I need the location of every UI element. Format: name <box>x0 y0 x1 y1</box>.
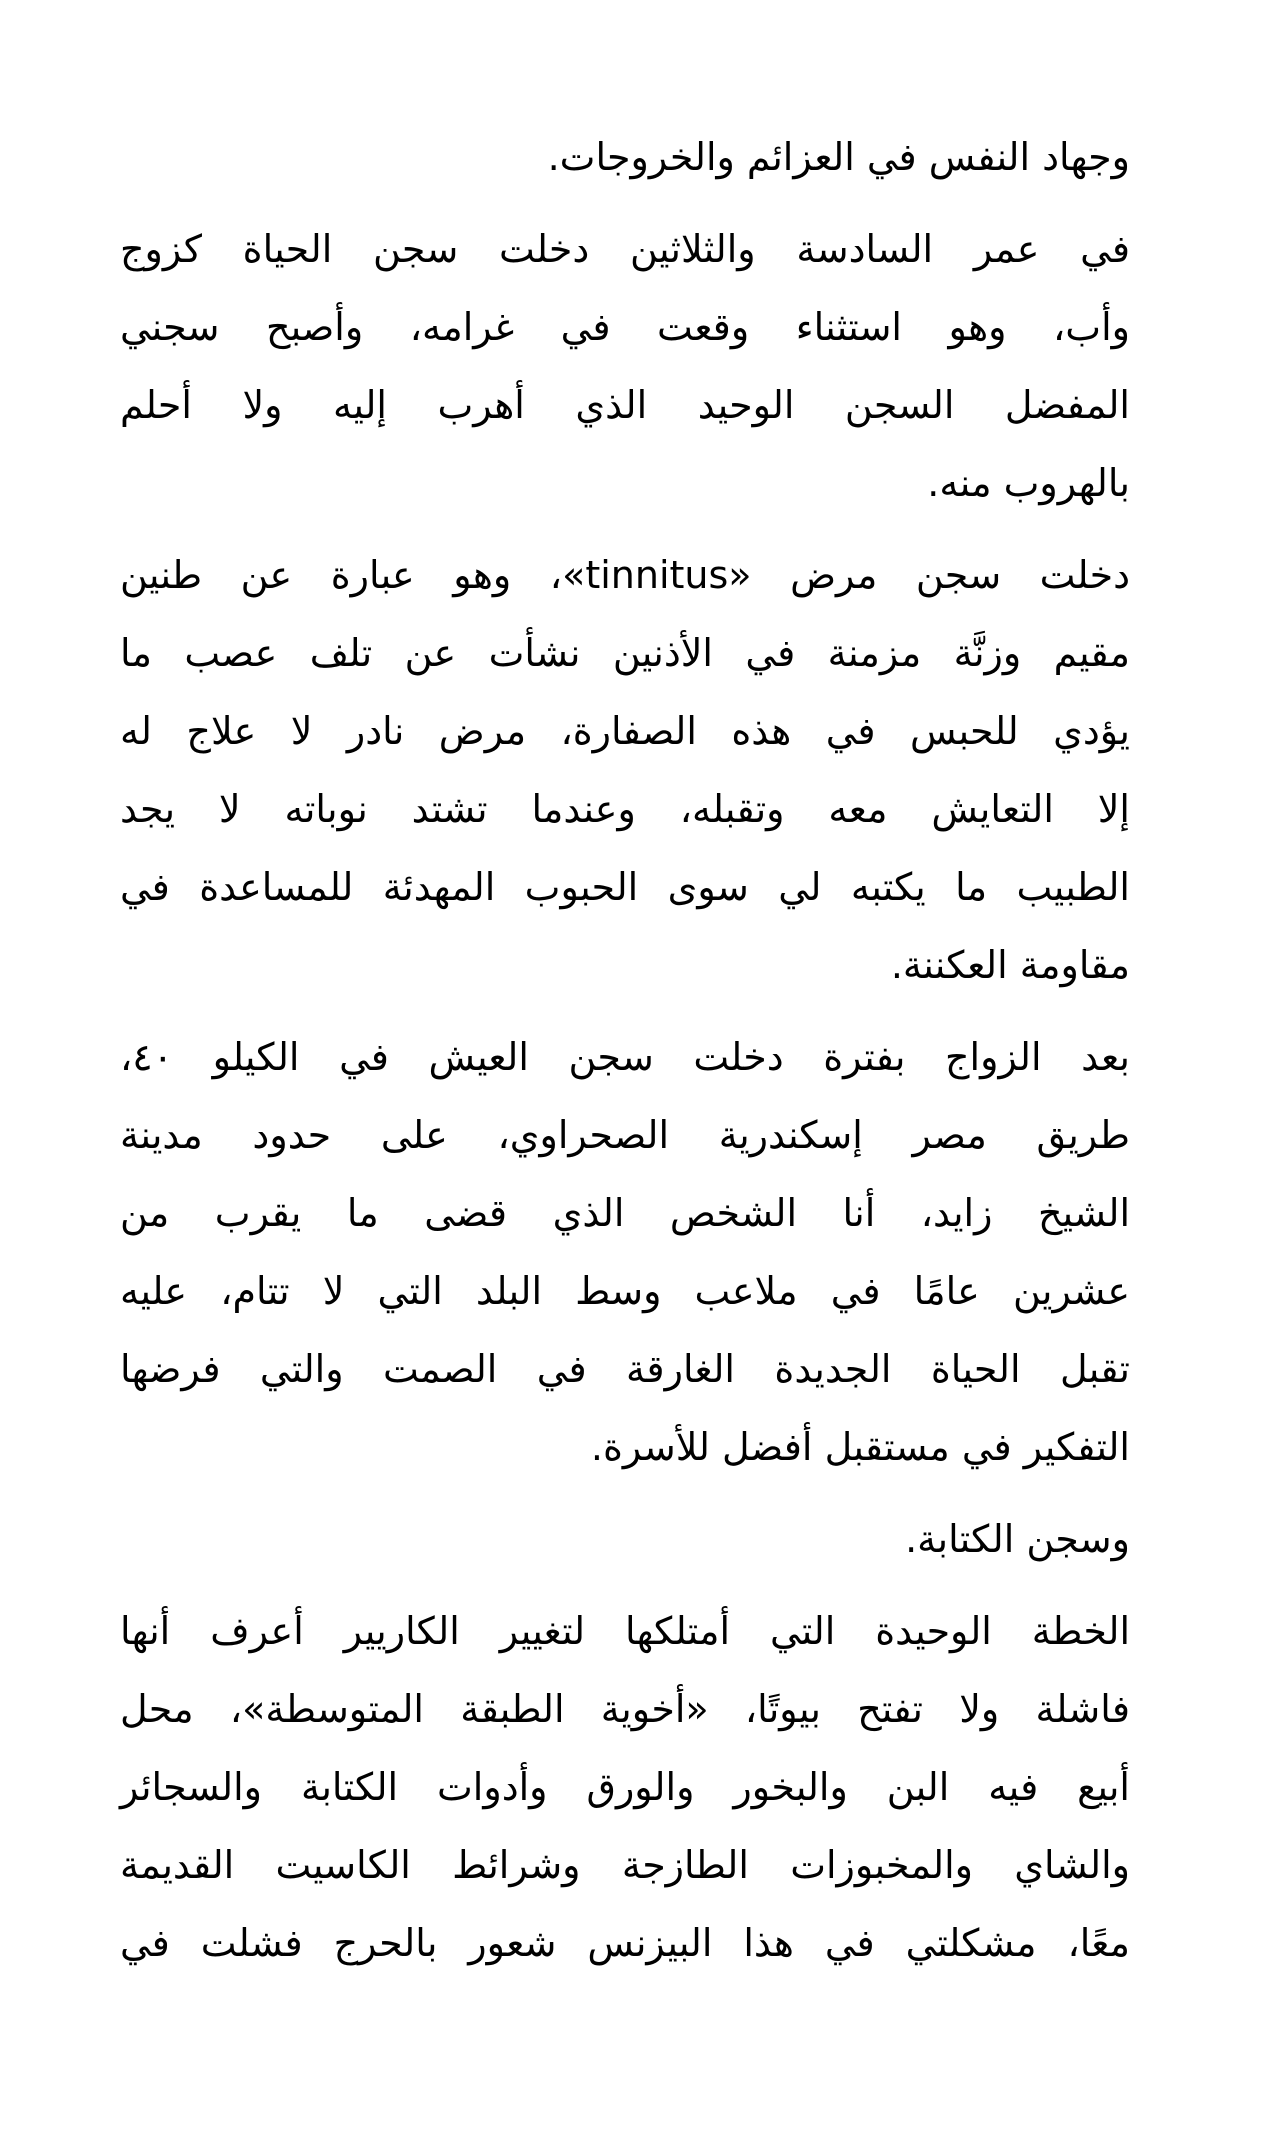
text-line: المفضل السجن الوحيد الذي أهرب إليه ولا أحلم <box>120 383 1130 427</box>
text-line: دخلت سجن مرض «tinnitus»، وهو عبارة عن طنين <box>120 553 1130 597</box>
text-body <box>120 118 1130 1982</box>
text-line: مقيم وزنَّة مزمنة في الأذنين نشأت عن تلف عصب ما <box>120 631 1130 675</box>
text-line: في عمر السادسة والثلاثين دخلت سجن الحياة كزوج <box>120 227 1130 271</box>
text-line: أبيع فيه البن والبخور والورق وأدوات الكتابة والسجائر <box>120 1765 1130 1809</box>
text-line: الخطة الوحيدة التي أمتلكها لتغيير الكاريير أعرف أنها <box>120 1609 1130 1653</box>
paragraph <box>120 118 1130 196</box>
text-line: التفكير في مستقبل أفضل للأسرة. <box>590 1425 1130 1469</box>
text-line: وسجن الكتابة. <box>905 1517 1130 1561</box>
paragraph <box>120 1500 1130 1578</box>
text-line: تقبل الحياة الجديدة الغارقة في الصمت والتي فرضها <box>120 1347 1130 1391</box>
paragraph <box>120 1018 1130 1486</box>
paragraph <box>120 1592 1130 1982</box>
text-line: بعد الزواج بفترة دخلت سجن العيش في الكيلو ٤٠، <box>120 1035 1130 1079</box>
text-line: بالهروب منه. <box>927 461 1130 505</box>
text-line: وأب، وهو استثناء وقعت في غرامه، وأصبح سجني <box>120 305 1130 349</box>
text-line: مقاومة العكننة. <box>890 943 1130 987</box>
text-line: يؤدي للحبس في هذه الصفارة، مرض نادر لا علاج له <box>120 709 1130 753</box>
text-line: وجهاد النفس في العزائم والخروجات. <box>547 135 1130 179</box>
text-line: الشيخ زايد، أنا الشخص الذي قضى ما يقرب من <box>120 1191 1130 1235</box>
text-line: والشاي والمخبوزات الطازجة وشرائط الكاسيت القديمة <box>120 1843 1130 1887</box>
text-line: طريق مصر إسكندرية الصحراوي، على حدود مدينة <box>120 1113 1130 1157</box>
text-line: فاشلة ولا تفتح بيوتًا، «أخوية الطبقة المتوسطة»، محل <box>120 1687 1130 1731</box>
paragraph <box>120 210 1130 522</box>
paragraph <box>120 536 1130 1004</box>
text-line: معًا، مشكلتي في هذا البيزنس شعور بالحرج فشلت في <box>120 1921 1130 1965</box>
text-line: عشرين عامًا في ملاعب وسط البلد التي لا تتام، عليه <box>120 1269 1130 1313</box>
text-line: الطبيب ما يكتبه لي سوى الحبوب المهدئة للمساعدة في <box>120 865 1130 909</box>
text-line: إلا التعايش معه وتقبله، وعندما تشتد نوباته لا يجد <box>120 787 1130 831</box>
